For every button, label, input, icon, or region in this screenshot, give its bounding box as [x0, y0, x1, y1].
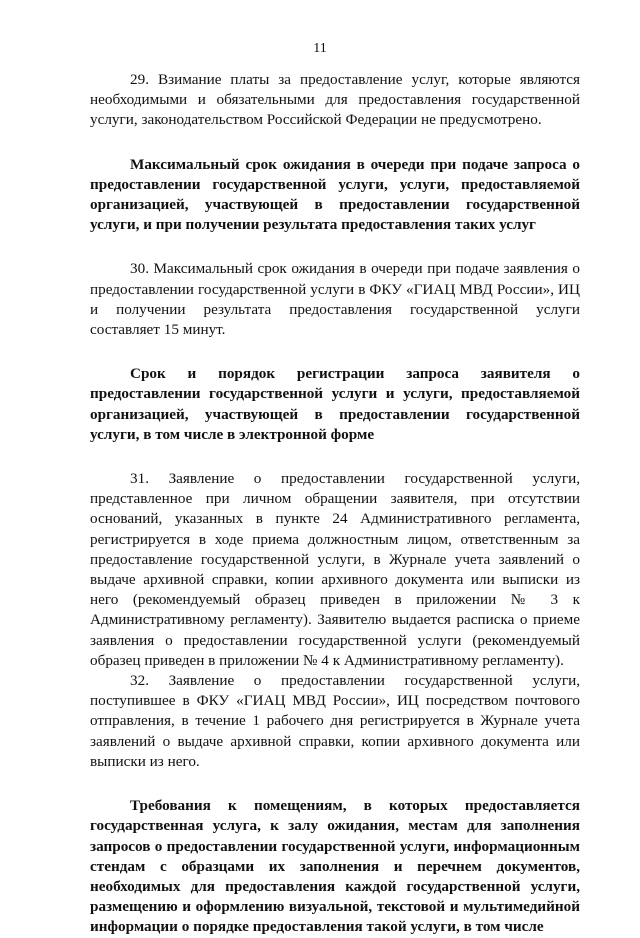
paragraph-32: 32. Заявление о предоставлении государственной услуги, поступившее в ФКУ «ГИАЦ МВД России», ИЦ посредством почтового отправления, в течение 1 рабочего дня регистрируется в Журнале учета заявлений о выдаче архивной справки, копии архивного документа или выписки из него.	[90, 672, 580, 770]
paragraph-29: 29. Взимание платы за предоставление услуг, которые являются необходимыми и обязательными для предоставления государственной услуги, законодательством Российской Федерации не предусмотрено.	[90, 71, 580, 129]
paragraph-30: 30. Максимальный срок ожидания в очереди при подаче заявления о предоставлении государственной услуги в ФКУ «ГИАЦ МВД России», ИЦ и получении результата предоставления государственной услуги составляет 15 минут.	[90, 260, 580, 339]
heading-registration: Срок и порядок регистрации запроса заявителя о предоставлении государственной услуги и услуги, предоставляемой организацией, участвующей в предоставлении государственной услуги, в том числе в электронной форме	[90, 365, 580, 443]
paragraph-31: 31. Заявление о предоставлении государственной услуги, представленное при личном обращении заявителя, при отсутствии оснований, указанных в пункте 24 Административного регламента, регистрируется в ходе приема должностным лицом, ответственным за предоставление государственной услуги, в Журнале учета заявлений о выдаче архивной справки, копии архивного документа или выписки из него (рекомендуемый образец приведен в приложении № 3 к Административному регламенту). Заявителю выдается расписка о приеме заявления о предоставлении государственной услуги (рекомендуемый образец приведен в приложении № 4 к Административному регламенту).	[90, 470, 580, 669]
page-number: 11	[313, 41, 327, 56]
page-content	[90, 70, 580, 938]
heading-premises-requirements: Требования к помещениям, в которых предоставляется государственная услуга, к залу ожидания, местам для заполнения запросов о предоставлении государственной услуги, информационным стендам с образцами их заполнения и перечнем документов, необходимых для предоставления каждой государственной услуги, размещению и оформлению визуальной, текстовой и мультимедийной информации о порядке предоставления такой услуги, в том числе	[90, 797, 580, 936]
heading-waiting-time: Максимальный срок ожидания в очереди при подаче запроса о предоставлении государственной услуги, услуги, предоставляемой организацией, участвующей в предоставлении государственной услуги, и при получении результата предоставления таких услуг	[90, 155, 580, 234]
